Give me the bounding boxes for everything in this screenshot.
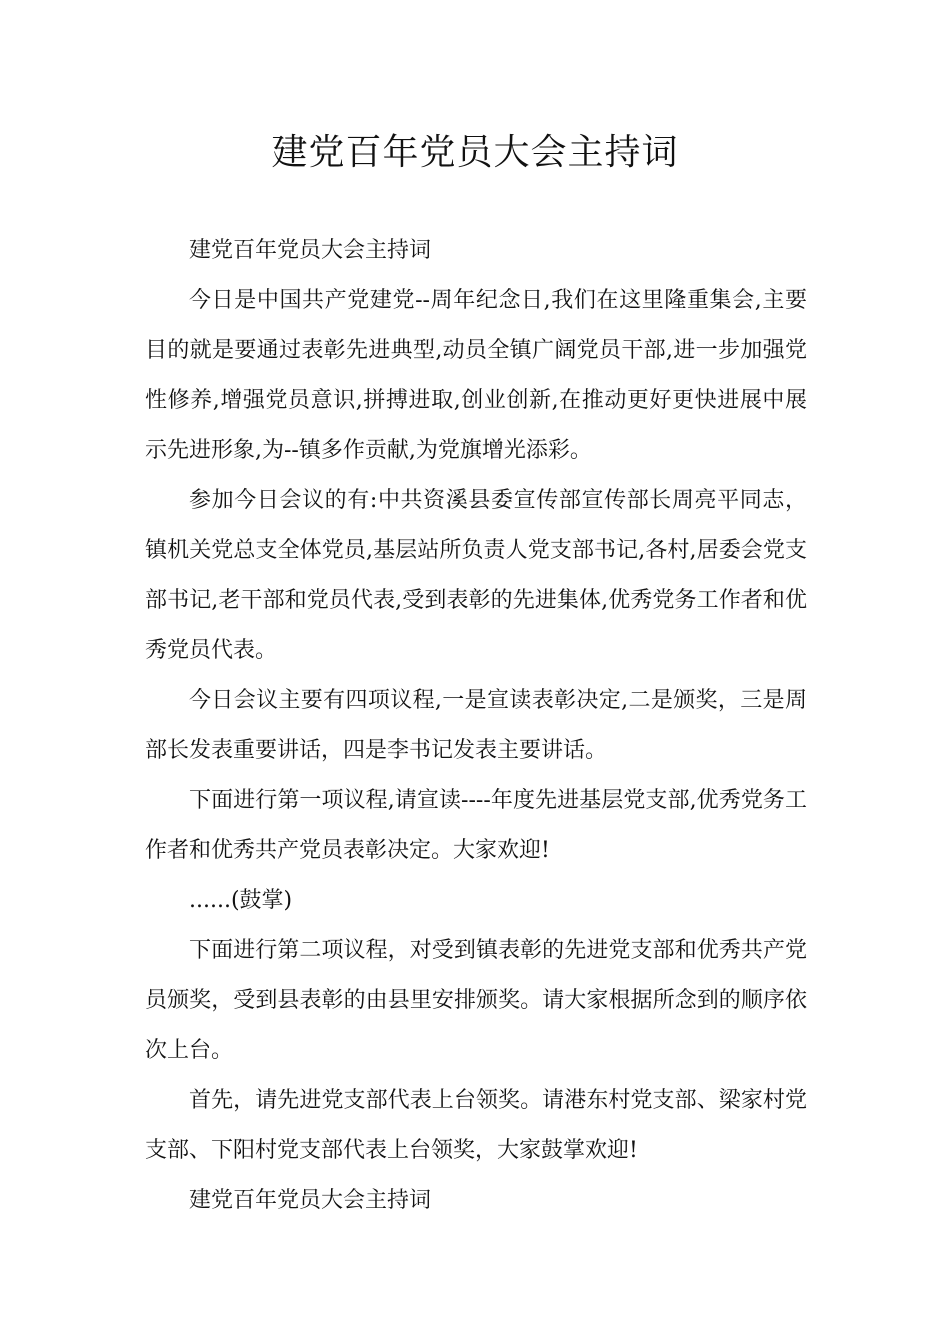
document-body bbox=[145, 226, 807, 1226]
paragraph-attendees: 参加今日会议的有:中共资溪县委宣传部宣传部长周亮平同志，镇机关党总支全体党员,基层站所负责人党支部书记,各村,居委会党支部书记,老干部和党员代表,受到表彰的先进集体,优秀党务工作者和优秀党员代表。 bbox=[145, 488, 807, 663]
paragraph-agenda-item-one: 下面进行第一项议程,请宣读----年度先进基层党支部,优秀党务工作者和优秀共产党员表彰决定。大家欢迎! bbox=[145, 788, 807, 863]
paragraph-agenda-item-two: 下面进行第二项议程，对受到镇表彰的先进党支部和优秀共产党员颁奖，受到县表彰的由县里安排颁奖。请大家根据所念到的顺序依次上台。 bbox=[145, 938, 807, 1063]
paragraph-subtitle: 建党百年党员大会主持词 bbox=[189, 238, 432, 263]
paragraph-footer-title: 建党百年党员大会主持词 bbox=[189, 1188, 432, 1213]
document-title: 建党百年党员大会主持词 bbox=[271, 132, 679, 173]
paragraph-applause: ......(鼓掌) bbox=[189, 888, 293, 913]
paragraph-agenda: 今日会议主要有四项议程,一是宣读表彰决定,二是颁奖，三是周部长发表重要讲话，四是李书记发表主要讲话。 bbox=[145, 688, 807, 763]
paragraph-award-branches: 首先，请先进党支部代表上台领奖。请港东村党支部、梁家村党支部、下阳村党支部代表上台领奖，大家鼓掌欢迎! bbox=[145, 1088, 807, 1163]
paragraph-opening: 今日是中国共产党建党--周年纪念日,我们在这里隆重集会,主要目的就是要通过表彰先进典型,动员全镇广阔党员干部,进一步加强党性修养,增强党员意识,拼搏进取,创业创新,在推动更好更快进展中展示先进形象,为--镇多作贡献,为党旗增光添彩。 bbox=[145, 288, 807, 463]
